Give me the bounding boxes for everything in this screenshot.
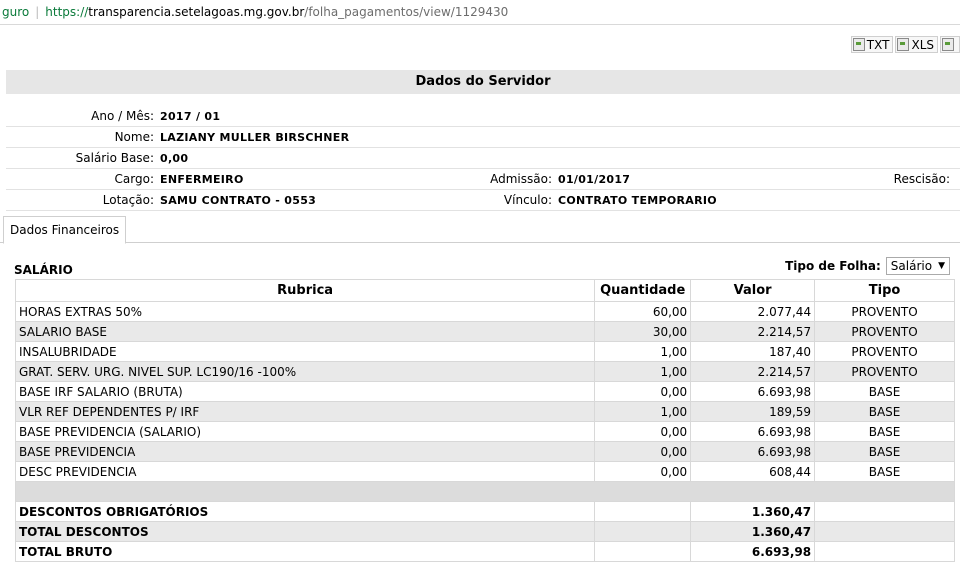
tipo-folha-label: Tipo de Folha: — [785, 259, 881, 273]
vinculo-value: CONTRATO TEMPORARIO — [558, 193, 717, 207]
cell-valor: 608,44 — [691, 462, 815, 482]
cell-tipo: BASE — [815, 442, 955, 462]
total-label: DESCONTOS OBRIGATÓRIOS — [16, 502, 595, 522]
cell-valor: 6.693,98 — [691, 442, 815, 462]
cargo-label: Cargo: — [114, 172, 154, 186]
server-info — [6, 106, 960, 211]
txt-file-icon — [853, 38, 865, 51]
cell-tipo: BASE — [815, 422, 955, 442]
total-empty-cell — [595, 542, 691, 562]
total-empty-cell — [815, 542, 955, 562]
column-header-quantidade: Quantidade — [595, 280, 691, 302]
cell-rubrica: BASE PREVIDENCIA — [16, 442, 595, 462]
cell-quantidade: 30,00 — [595, 322, 691, 342]
cell-valor: 2.214,57 — [691, 322, 815, 342]
salario-base-label: Salário Base: — [75, 151, 154, 165]
cell-rubrica: SALARIO BASE — [16, 322, 595, 342]
total-label: TOTAL BRUTO — [16, 542, 595, 562]
info-row-ano-mes — [6, 106, 960, 127]
cell-tipo: PROVENTO — [815, 342, 955, 362]
rubricas-table — [15, 279, 955, 562]
total-value: 1.360,47 — [691, 522, 815, 542]
cargo-value: ENFERMEIRO — [160, 172, 244, 186]
export-toolbar — [851, 36, 960, 53]
tab-dados-financeiros[interactable]: Dados Financeiros — [3, 216, 126, 244]
ano-mes-label: Ano / Mês: — [91, 109, 154, 123]
url-host: transparencia.setelagoas.mg.gov.br — [88, 5, 305, 19]
tab-strip — [0, 216, 960, 243]
total-row-descontos-obrigatorios — [16, 502, 955, 522]
export-txt-button[interactable] — [851, 36, 894, 53]
info-row-cargo — [6, 169, 960, 190]
chevron-down-icon: ▼ — [938, 261, 945, 271]
cell-valor: 6.693,98 — [691, 382, 815, 402]
cell-valor: 187,40 — [691, 342, 815, 362]
url-protocol: https:// — [45, 5, 89, 19]
cell-rubrica: VLR REF DEPENDENTES P/ IRF — [16, 402, 595, 422]
cell-rubrica: DESC PREVIDENCIA — [16, 462, 595, 482]
salario-base-value: 0,00 — [160, 151, 189, 165]
total-empty-cell — [595, 522, 691, 542]
cell-tipo: PROVENTO — [815, 302, 955, 322]
cell-rubrica: INSALUBRIDADE — [16, 342, 595, 362]
lotacao-label: Lotação: — [102, 193, 154, 207]
cell-quantidade: 1,00 — [595, 402, 691, 422]
salario-title: SALÁRIO — [14, 263, 73, 277]
cell-tipo: BASE — [815, 462, 955, 482]
cell-rubrica: BASE PREVIDENCIA (SALARIO) — [16, 422, 595, 442]
table-row — [16, 402, 955, 422]
cell-valor: 189,59 — [691, 402, 815, 422]
cell-tipo: PROVENTO — [815, 362, 955, 382]
total-row-total-descontos — [16, 522, 955, 542]
table-row — [16, 362, 955, 382]
cell-tipo: BASE — [815, 402, 955, 422]
cell-rubrica: HORAS EXTRAS 50% — [16, 302, 595, 322]
cell-quantidade: 60,00 — [595, 302, 691, 322]
lotacao-value: SAMU CONTRATO - 0553 — [160, 193, 317, 207]
cell-tipo: BASE — [815, 382, 955, 402]
cell-quantidade: 0,00 — [595, 442, 691, 462]
financial-panel — [0, 243, 960, 584]
table-header-row — [16, 280, 955, 302]
xls-file-icon — [897, 38, 909, 51]
nome-value: LAZIANY MULLER BIRSCHNER — [160, 130, 350, 144]
secure-indicator[interactable]: guro — [2, 5, 30, 19]
total-empty-cell — [815, 522, 955, 542]
cell-quantidade: 0,00 — [595, 422, 691, 442]
info-row-lotacao — [6, 190, 960, 211]
spacer-row — [16, 482, 955, 502]
total-label: TOTAL DESCONTOS — [16, 522, 595, 542]
tipo-folha-select[interactable] — [886, 257, 950, 275]
nome-label: Nome: — [114, 130, 154, 144]
column-header-tipo: Tipo — [815, 280, 955, 302]
admissao-label: Admissão: — [490, 172, 552, 186]
cell-valor: 2.214,57 — [691, 362, 815, 382]
info-row-nome — [6, 127, 960, 148]
export-xls-label: XLS — [911, 37, 934, 52]
tipo-folha-control — [785, 257, 950, 275]
table-row — [16, 322, 955, 342]
tipo-folha-value: Salário — [890, 259, 933, 273]
cell-quantidade: 0,00 — [595, 382, 691, 402]
cell-tipo: PROVENTO — [815, 322, 955, 342]
total-value: 6.693,98 — [691, 542, 815, 562]
info-row-salario-base — [6, 148, 960, 169]
cell-quantidade: 0,00 — [595, 462, 691, 482]
column-header-rubrica: Rubrica — [16, 280, 595, 302]
table-row — [16, 422, 955, 442]
vinculo-label: Vínculo: — [503, 193, 552, 207]
address-separator: | — [35, 5, 40, 19]
rescisao-label: Rescisão: — [893, 172, 950, 186]
column-header-valor: Valor — [691, 280, 815, 302]
table-row — [16, 462, 955, 482]
total-empty-cell — [815, 502, 955, 522]
ano-mes-value: 2017 / 01 — [160, 109, 221, 123]
cell-rubrica: BASE IRF SALARIO (BRUTA) — [16, 382, 595, 402]
spacer-cell — [16, 482, 955, 502]
file-icon — [942, 38, 954, 51]
total-row-total-bruto — [16, 542, 955, 562]
cell-valor: 6.693,98 — [691, 422, 815, 442]
browser-address-bar[interactable] — [0, 0, 960, 25]
cell-valor: 2.077,44 — [691, 302, 815, 322]
total-empty-cell — [595, 502, 691, 522]
cell-quantidade: 1,00 — [595, 342, 691, 362]
url-path: /folha_pagamentos/view/1129430 — [304, 5, 509, 19]
export-txt-label: TXT — [866, 37, 890, 52]
admissao-value: 01/01/2017 — [558, 172, 631, 186]
total-value: 1.360,47 — [691, 502, 815, 522]
table-row — [16, 382, 955, 402]
cell-rubrica: GRAT. SERV. URG. NIVEL SUP. LC190/16 -100% — [16, 362, 595, 382]
table-row — [16, 442, 955, 462]
export-xls-button[interactable] — [895, 36, 938, 53]
table-row — [16, 342, 955, 362]
export-other-button[interactable] — [940, 36, 960, 53]
table-row — [16, 302, 955, 322]
section-title: Dados do Servidor — [6, 70, 960, 94]
cell-quantidade: 1,00 — [595, 362, 691, 382]
